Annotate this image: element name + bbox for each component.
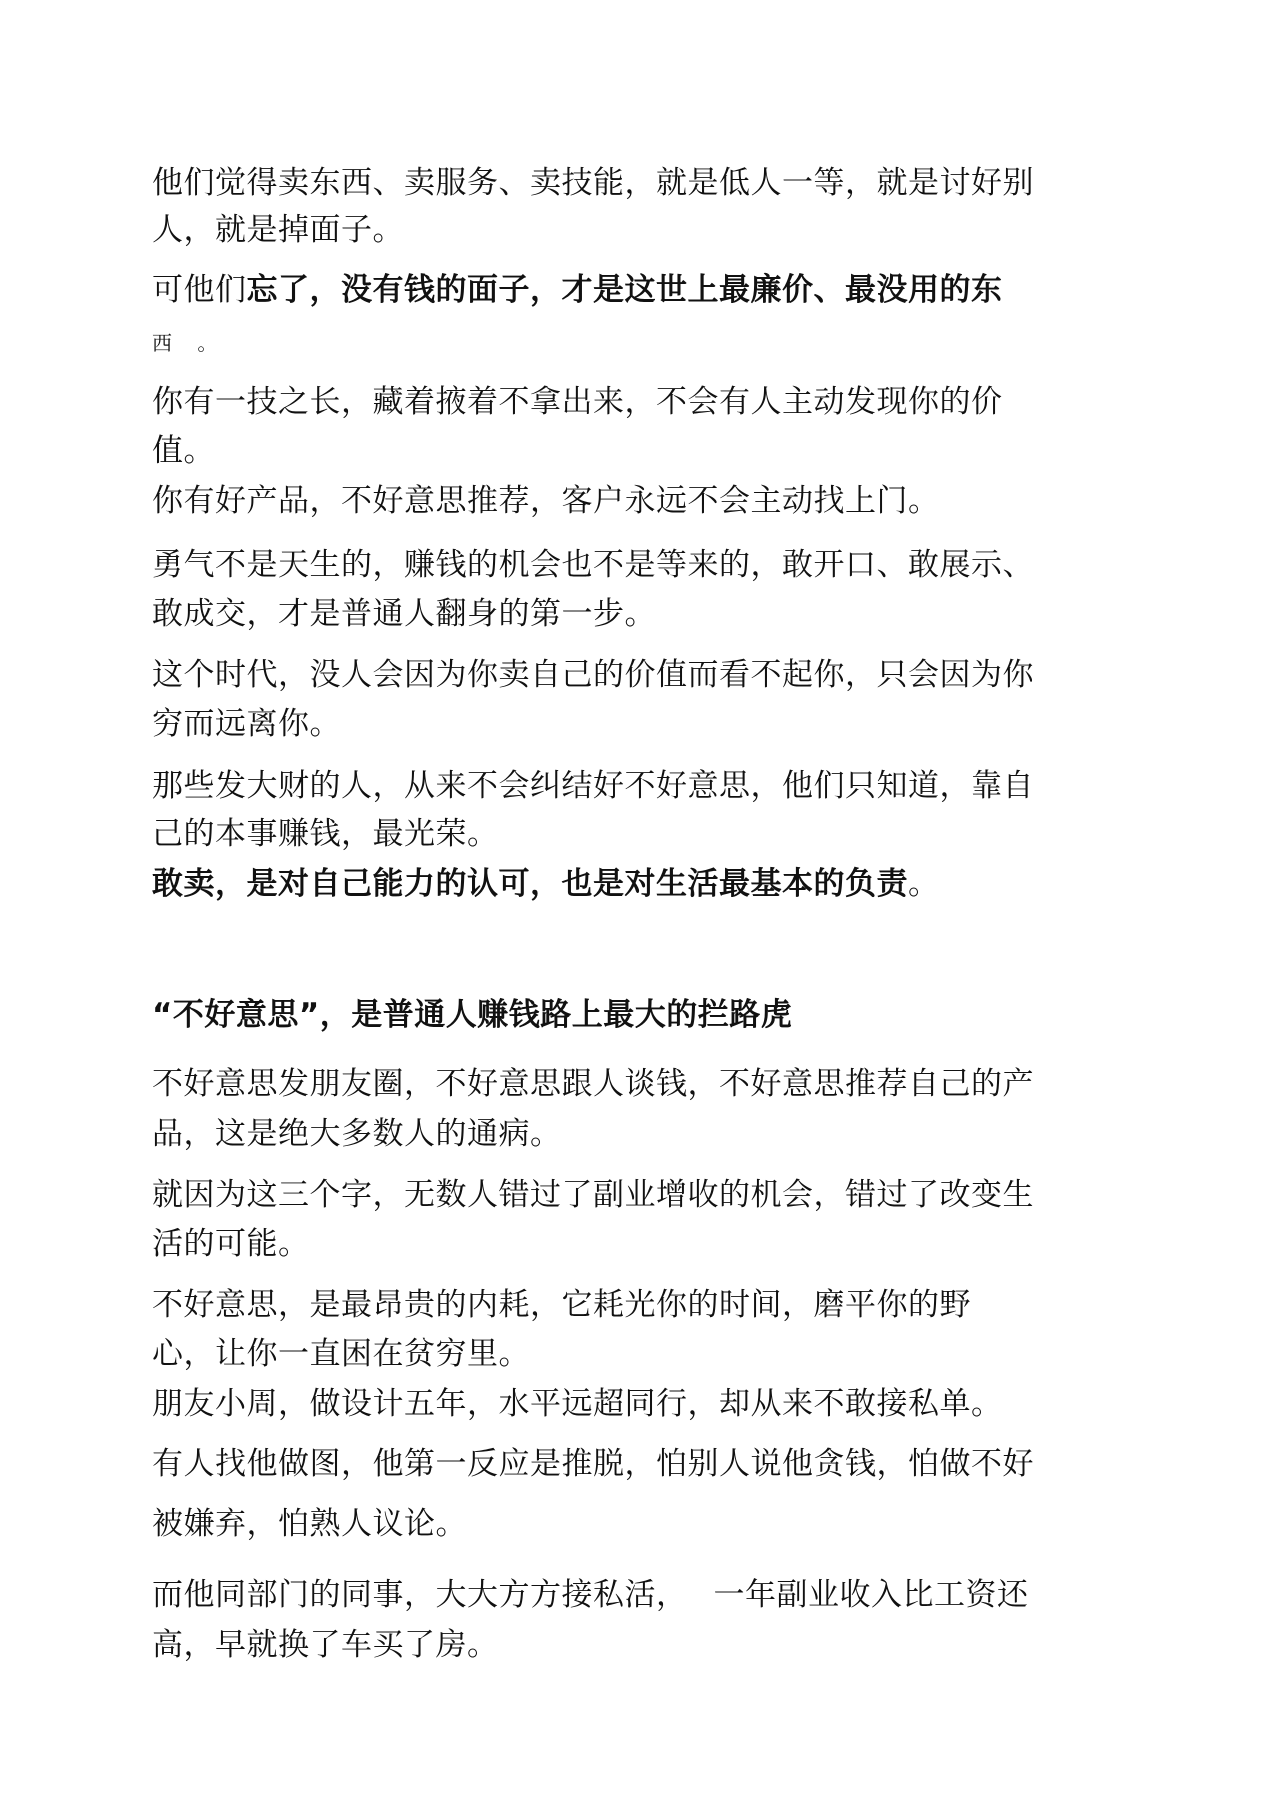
paragraph-14-line-2: 高，早就换了车买了房。: [152, 1627, 499, 1663]
paragraph-2-bold-text: 忘了，没有钱的面子，才是这世上最廉价、最没用的东: [246, 272, 1003, 308]
paragraph-13-line-1: 有人找他做图，他第一反应是推脱，怕别人说他贪钱，怕做不好: [152, 1446, 1034, 1482]
paragraph-12: 朋友小周，做设计五年，水平远超同行，却从来不敢接私单。: [152, 1386, 1003, 1422]
paragraph-9-line-1: 不好意思发朋友圈，不好意思跟人谈钱，不好意思推荐自己的产: [152, 1066, 1034, 1102]
paragraph-10-line-1: 就因为这三个字，无数人错过了副业增收的机会，错过了改变生: [152, 1177, 1034, 1213]
paragraph-14-line-1: [152, 1575, 1029, 1615]
paragraph-5-line-1: 勇气不是天生的，赚钱的机会也不是等来的，敢开口、敢展示、: [152, 547, 1034, 583]
paragraph-7-line-1: 那些发大财的人，从来不会纠结好不好意思，他们只知道，靠自: [152, 768, 1034, 804]
paragraph-6-line-2: 穷而远离你。: [152, 706, 341, 742]
paragraph-7-line-2: 己的本事赚钱，最光荣。: [152, 816, 499, 852]
paragraph-14-part-2: 一年副业收入比工资还: [713, 1577, 1029, 1613]
paragraph-14-part-1: 而他同部门的同事，大大方方接私活，: [152, 1577, 688, 1613]
paragraph-8-bold-text: 敢卖，是对自己能力的认可，也是对生活最基本的负责: [152, 866, 908, 902]
paragraph-3-line-2: 值。: [152, 433, 215, 469]
paragraph-1-line-1: 他们觉得卖东西、卖服务、卖技能，就是低人一等，就是讨好别: [152, 165, 1034, 201]
paragraph-13-line-2: 被嫌弃，怕熟人议论。: [152, 1506, 467, 1542]
paragraph-4: 你有好产品，不好意思推荐，客户永远不会主动找上门。: [152, 483, 940, 519]
paragraph-10-line-2: 活的可能。: [152, 1226, 310, 1262]
paragraph-8: [152, 864, 940, 904]
paragraph-3-line-1: 你有一技之长，藏着掖着不拿出来，不会有人主动发现你的价: [152, 384, 1003, 420]
paragraph-2-lead: 可他们: [152, 272, 247, 308]
paragraph-8-period: 。: [908, 866, 940, 902]
paragraph-2-tail-char: 西: [152, 331, 173, 355]
paragraph-11-line-1: 不好意思，是最昂贵的内耗，它耗光你的时间，磨平你的野: [152, 1287, 971, 1323]
paragraph-11-line-2: 心，让你一直困在贫穷里。: [152, 1336, 530, 1372]
paragraph-9-line-2: 品，这是绝大多数人的通病。: [152, 1116, 562, 1152]
paragraph-2-line-1: [152, 270, 1003, 310]
paragraph-1-line-2: 人，就是掉面子。: [152, 212, 404, 248]
paragraph-2-period: 。: [197, 331, 218, 355]
paragraph-2-line-2: [152, 330, 218, 356]
section-heading: “不好意思”，是普通人赚钱路上最大的拦路虎: [152, 997, 793, 1033]
paragraph-5-line-2: 敢成交，才是普通人翻身的第一步。: [152, 596, 656, 632]
paragraph-6-line-1: 这个时代，没人会因为你卖自己的价值而看不起你，只会因为你: [152, 657, 1034, 693]
